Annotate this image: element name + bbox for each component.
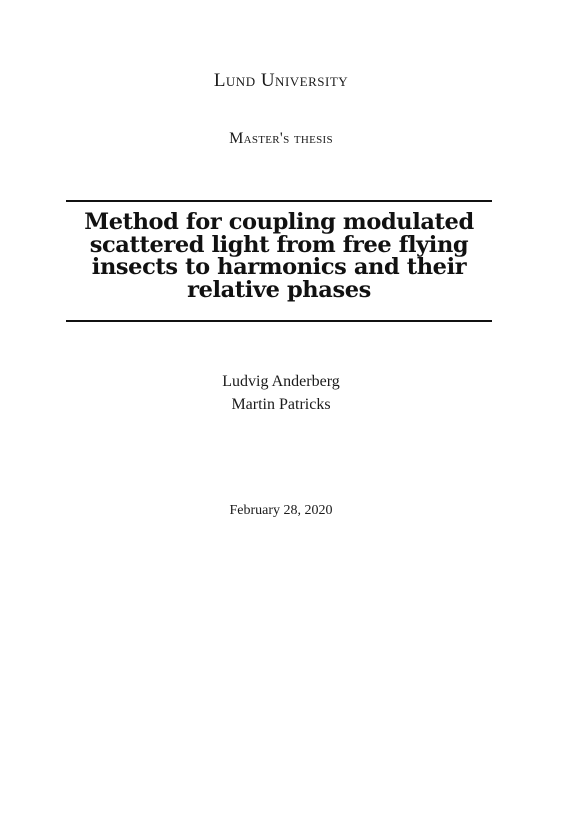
author-name: Ludvig Anderberg: [222, 373, 340, 390]
thesis-type: Master's thesis: [229, 130, 333, 147]
university-name: Lund University: [213, 70, 349, 91]
author-name: Martin Patricks: [231, 396, 331, 413]
thesis-title-line: relative phases: [187, 276, 371, 303]
title-bottom-rule: [66, 320, 492, 322]
thesis-title: [70, 211, 488, 301]
thesis-title-line: scattered light from free flying: [89, 231, 469, 258]
title-top-rule: [66, 200, 492, 202]
thesis-title-line: insects to harmonics and their: [91, 254, 467, 280]
thesis-date: February 28, 2020: [229, 503, 333, 518]
thesis-title-line: Method for coupling modulated: [84, 209, 474, 235]
